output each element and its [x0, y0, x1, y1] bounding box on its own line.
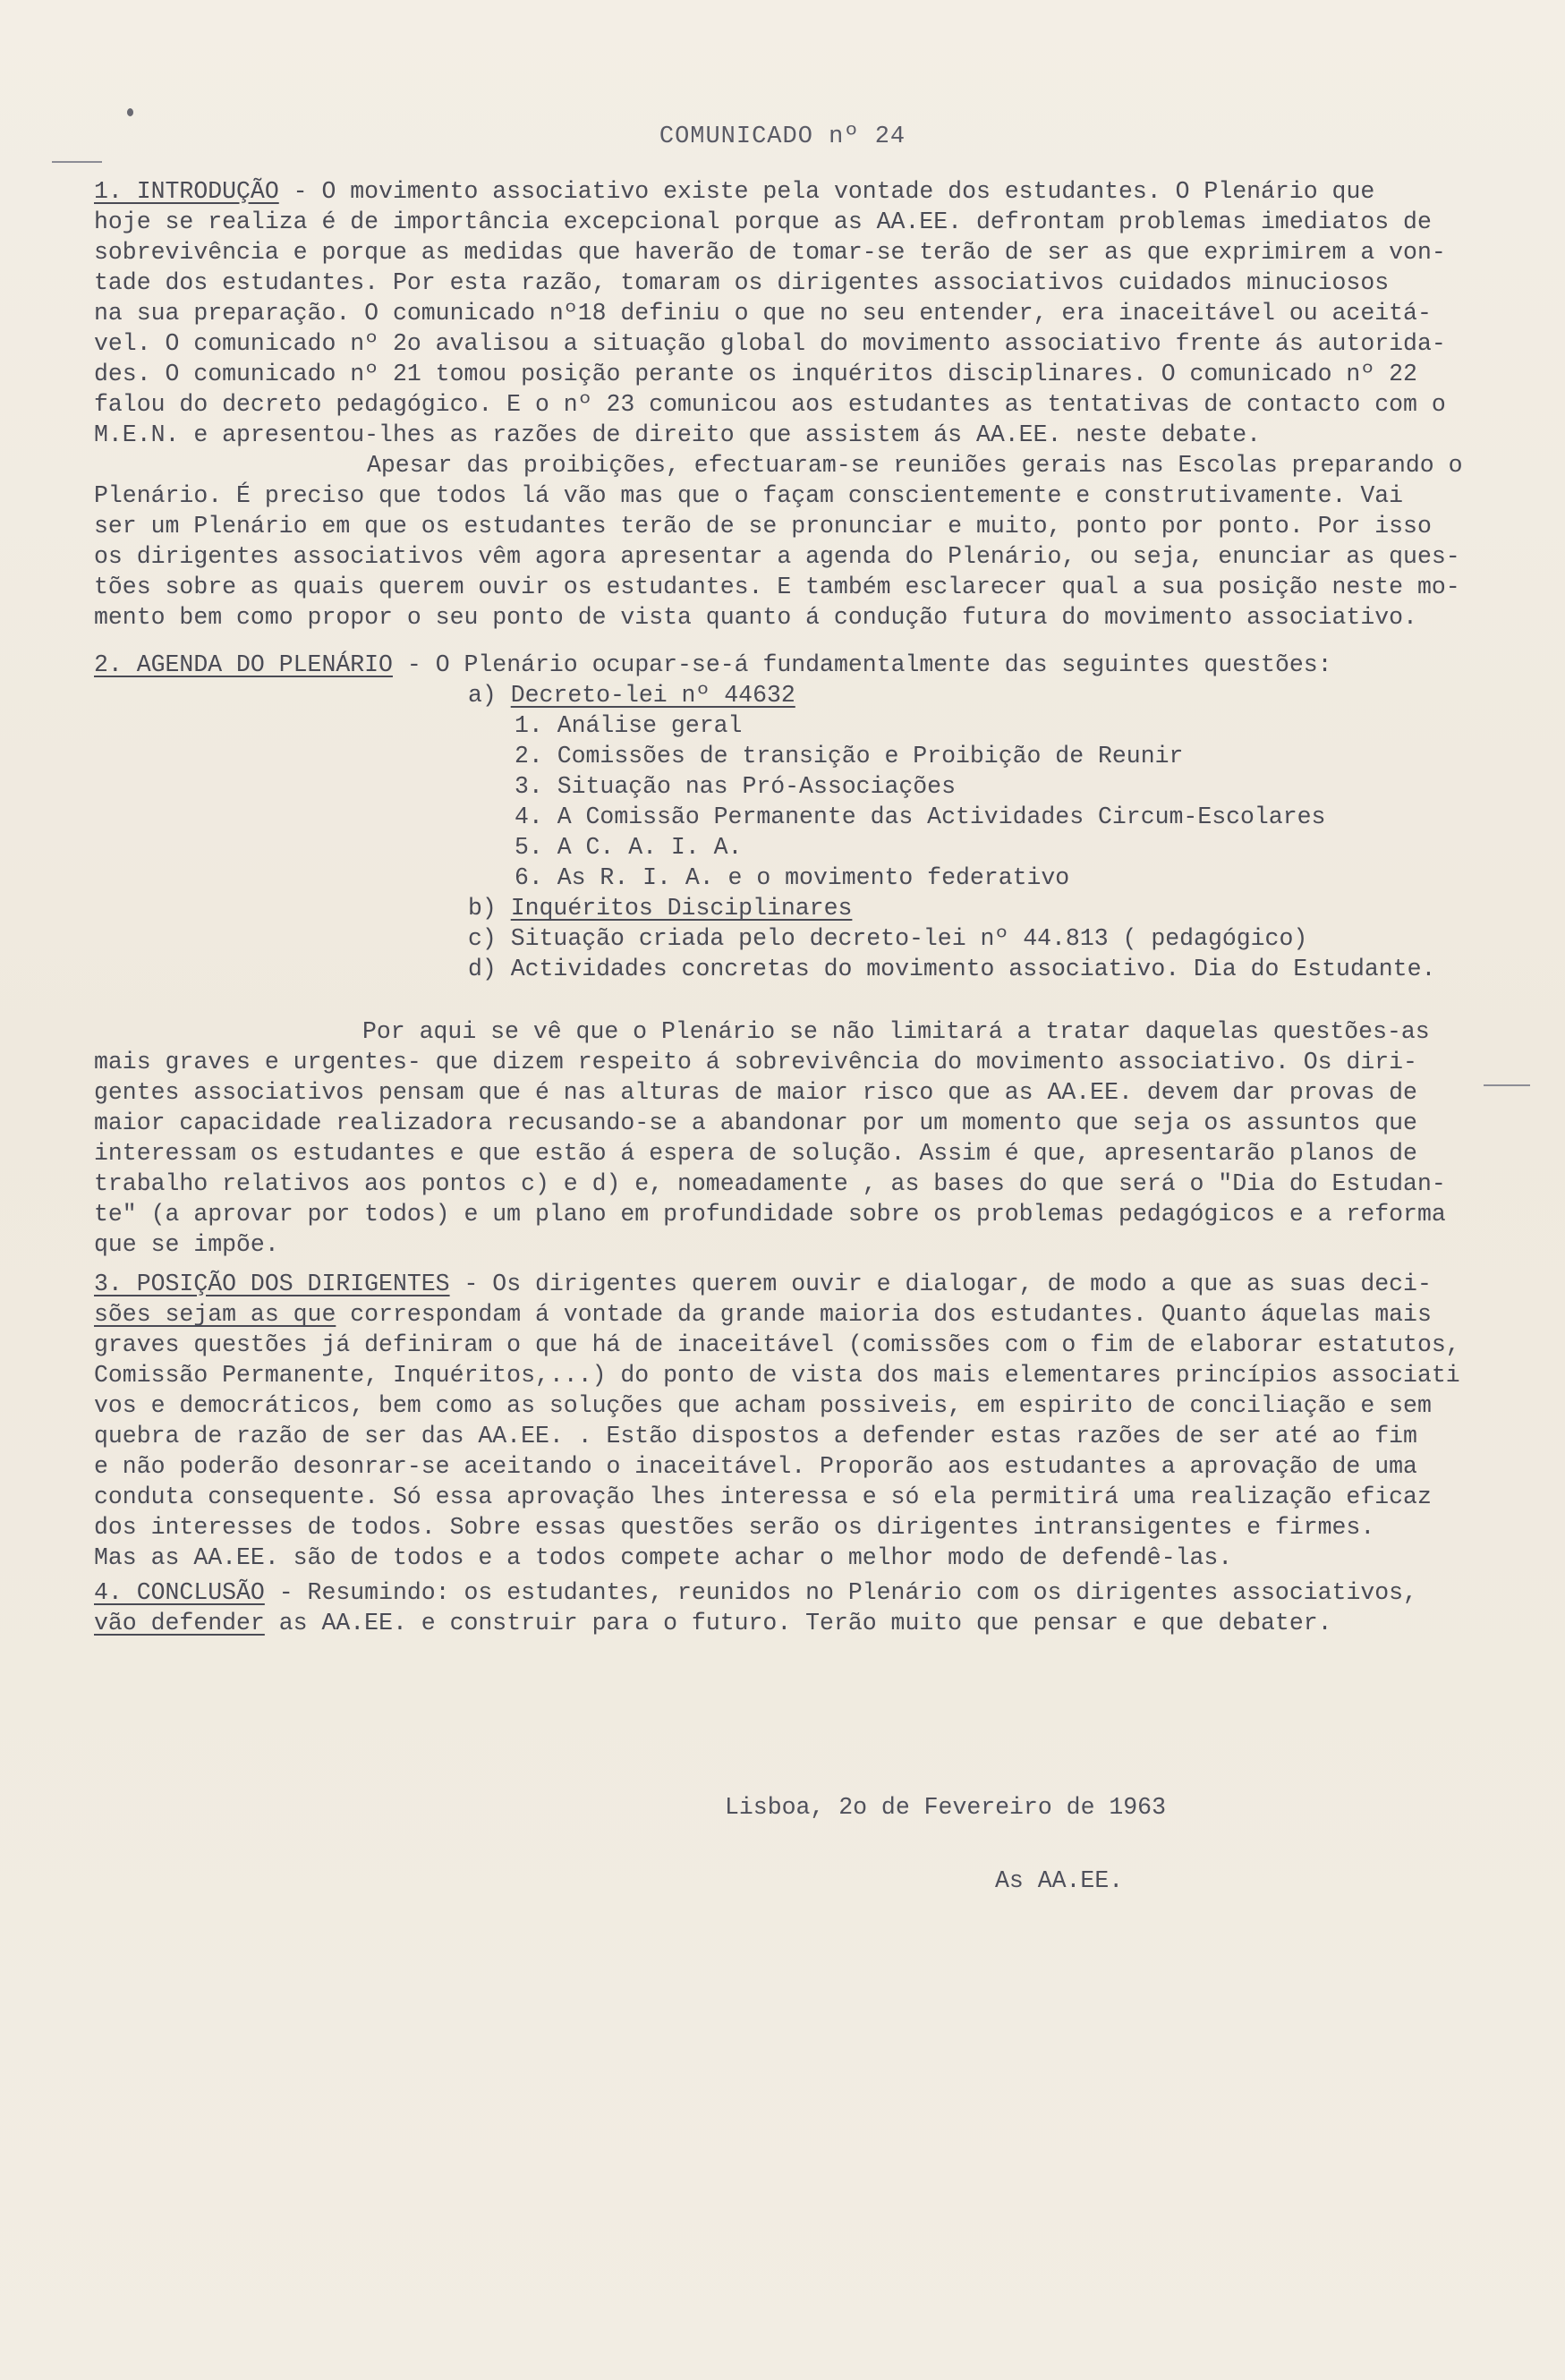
- paragraph-line: Por aqui se vê que o Plenário se não limitará a tratar daquelas questões-as: [362, 1018, 1430, 1045]
- paragraph-text: - Resumindo: os estudantes, reunidos no Plenário com os dirigentes associativos,: [264, 1579, 1417, 1606]
- margin-dash: [52, 161, 102, 163]
- section-position: 3. POSIÇÃO DOS DIRIGENTES - Os dirigentes querem ouvir e dialogar, de modo a que as suas deci- sões sejam as que correspondam á vontade da grande maioria dos estudantes. Quanto áquelas mais graves questões já definiram o que há de inaceitável (comissões com o fim de elaborar estatutos, Comissão Permanente, Inquéritos,...) do ponto de vista dos mais elementares princípios associati vos e democráticos, bem como as soluções que acham possiveis, em espirito de conciliação e sem quebra de razão de ser das AA.EE. . Estão dispostos a defender estas razões de ser até ao fim e não poderão desonrar-se aceitando o inaceitável. Proporão aos estudantes a aprovação de uma conduta consequente. Só essa aprovação lhes interessa e só ela permitirá uma realização eficaz dos interesses de todos. Sobre essas questões serão os dirigentes intransigentes e firmes. Mas as AA.EE. são de todos e a todos compete achar o melhor modo de defendê-las.: [94, 1269, 1526, 1573]
- section-heading: 3. POSIÇÃO DOS DIRIGENTES: [94, 1271, 450, 1297]
- agenda-subitem: 6. As R. I. A. e o movimento federativo: [515, 864, 1070, 891]
- agenda-item: Situação criada pelo decreto-lei nº 44.813 ( pedagógico): [510, 925, 1308, 952]
- agenda-item: d) Actividades concretas do movimento associativo. Dia do Estudante.: [468, 956, 1436, 982]
- paragraph-line: falou do decreto pedagógico. E o nº 23 comunicou aos estudantes as tentativas de contacto com o: [94, 391, 1446, 418]
- agenda-item: Inquéritos Disciplinares: [510, 895, 853, 922]
- agenda-item: Decreto-lei nº 44632: [510, 682, 795, 709]
- paragraph-line: trabalho relativos aos pontos c) e d) e, nomeadamente , as bases do que será o "Dia do Estudan-: [94, 1170, 1446, 1197]
- paragraph-line: na sua preparação. O comunicado nº18 definiu o que no seu entender, era inaceitável ou aceitá-: [94, 300, 1432, 327]
- paragraph-line: gentes associativos pensam que é nas alturas de maior risco que as AA.EE. devem dar provas de: [94, 1079, 1417, 1106]
- paragraph-line: sobrevivência e porque as medidas que haverão de tomar-se terão de ser as que exprimirem a von-: [94, 239, 1446, 266]
- paragraph-line: vos e democráticos, bem como as soluções que acham possiveis, em espirito de conciliação e sem: [94, 1392, 1432, 1419]
- place-date: Lisboa, 2o de Fevereiro de 1963: [725, 1794, 1166, 1821]
- paragraph-text: - Os dirigentes querem ouvir e dialogar, de modo a que as suas deci-: [449, 1271, 1432, 1297]
- section-agenda: 2. AGENDA DO PLENÁRIO - O Plenário ocupar-se-á fundamentalmente das seguintes questões: a) Decreto-lei nº 44632 1. Análise geral 2. Comissões de transição e Proibição de Reunir 3. Situação nas Pró-Associações 4. A Comissão Permanente das Actividades Circum-Escolares 5. A C. A. I. A. 6. As R. I. A. e o movimento federativo b) Inquéritos Disciplinares c) Situação criada pelo decreto-lei nº 44.813 ( pedagógico) d) Actividades concretas do movimento associativo. Dia do Estudante. Por aqui se vê que o Plenário se não limitará a tratar daquelas questões-as mais graves e urgentes- que dizem respeito á sobrevivência do movimento associativo. Os diri- gentes associativos pensam que é nas alturas de maior risco que as AA.EE. devem dar provas de maior capacidade realizadora recusando-se a abandonar por um momento que seja os assuntos que interessam os estudantes e que estão á espera de solução. Assim é que, apresentarão planos de trabalho relativos aos pontos c) e d) e, nomeadamente , as bases do que será o "Dia do Estudan- te" (a aprovar por todos) e um plano em profundidade sobre os problemas pedagógicos e a reforma que se impõe.: [94, 650, 1526, 1260]
- agenda-subitem: 5. A C. A. I. A.: [515, 834, 743, 861]
- paragraph-line: maior capacidade realizadora recusando-se a abandonar por um momento que seja os assuntos que: [94, 1109, 1417, 1136]
- paragraph-line: mento bem como propor o seu ponto de vista quanto á condução futura do movimento associativo.: [94, 604, 1417, 631]
- section-conclusion: 4. CONCLUSÃO - Resumindo: os estudantes, reunidos no Plenário com os dirigentes associativos, vão defender as AA.EE. e construir para o futuro. Terão muito que pensar e que debater.: [94, 1579, 1417, 1636]
- paragraph-line: conduta consequente. Só essa aprovação lhes interessa e só ela permitirá uma realização eficaz: [94, 1483, 1432, 1510]
- paragraph-line: tões sobre as quais querem ouvir os estudantes. E também esclarecer qual a sua posição neste mo-: [94, 574, 1460, 600]
- paragraph-line: te" (a aprovar por todos) e um plano em profundidade sobre os problemas pedagógicos e a reforma: [94, 1201, 1446, 1228]
- paragraph-line: M.E.N. e apresentou-lhes as razões de direito que assistem ás AA.EE. neste debate.: [94, 421, 1262, 448]
- paragraph-line: dos interesses de todos. Sobre essas questões serão os dirigentes intransigentes e firmes.: [94, 1514, 1375, 1541]
- paragraph-line: e não poderão desonrar-se aceitando o inaceitável. Proporão aos estudantes a aprovação de uma: [94, 1453, 1417, 1480]
- paragraph-line: que se impõe.: [94, 1231, 279, 1258]
- agenda-subitem: 4. A Comissão Permanente das Actividades Circum-Escolares: [515, 803, 1326, 830]
- paragraph-text: O Plenário ocupar-se-á fundamentalmente das seguintes questões:: [435, 651, 1332, 678]
- paragraph-line: hoje se realiza é de importância excepcional porque as AA.EE. defrontam problemas imediatos de: [94, 208, 1432, 235]
- signature: As AA.EE.: [995, 1867, 1124, 1894]
- paragraph-line: Comissão Permanente, Inquéritos,...) do ponto de vista dos mais elementares princípios associati: [94, 1362, 1460, 1389]
- paragraph-line: Plenário. É preciso que todos lá vão mas que o façam conscientemente e construtivamente. Vai: [94, 482, 1404, 509]
- paragraph-line: vel. O comunicado nº 2o avalisou a situação global do movimento associativo frente ás autorida-: [94, 330, 1446, 357]
- paragraph-line: Mas as AA.EE. são de todos e a todos compete achar o melhor modo de defendê-las.: [94, 1544, 1233, 1571]
- paragraph-line: des. O comunicado nº 21 tomou posição perante os inquéritos disciplinares. O comunicado nº 22: [94, 361, 1417, 387]
- paragraph-line: Apesar das proibições, efectuaram-se reuniões gerais nas Escolas preparando o: [367, 452, 1463, 479]
- agenda-subitem: 2. Comissões de transição e Proibição de Reunir: [515, 743, 1184, 769]
- paragraph-line: os dirigentes associativos vêm agora apresentar a agenda do Plenário, ou seja, enunciar as ques-: [94, 543, 1460, 570]
- section-heading: 1. INTRODUÇÃO: [94, 178, 279, 205]
- section-introduction: 1. INTRODUÇÃO - O movimento associativo existe pela vontade dos estudantes. O Plenário que hoje se realiza é de importância excepcional porque as AA.EE. defrontam problemas imediatos de sobrevivência e porque as medidas que haverão de tomar-se terão de ser as que exprimirem a von- tade dos estudantes. Por esta razão, tomaram os dirigentes associativos cuidados minuciosos na sua preparação. O comunicado nº18 definiu o que no seu entender, era inaceitável ou aceitá- vel. O comunicado nº 2o avalisou a situação global do movimento associativo frente ás autorida- des. O comunicado nº 21 tomou posição perante os inquéritos disciplinares. O comunicado nº 22 falou do decreto pedagógico. E o nº 23 comunicou aos estudantes as tentativas de contacto com o M.E.N. e apresentou-lhes as razões de direito que assistem ás AA.EE. neste debate. Apesar das proibições, efectuaram-se reuniões gerais nas Escolas preparando o Plenário. É preciso que todos lá vão mas que o façam conscientemente e construtivamente. Vai ser um Plenário em que os estudantes terão de se pronunciar e muito, ponto por ponto. Por isso os dirigentes associativos vêm agora apresentar a agenda do Plenário, ou seja, enunciar as ques- tões sobre as quais querem ouvir os estudantes. E também esclarecer qual a sua posição neste mo- mento bem como propor o seu ponto de vista quanto á condução futura do movimento associativo.: [94, 176, 1526, 633]
- paragraph-line: interessam os estudantes e que estão á espera de solução. Assim é que, apresentarão planos de: [94, 1140, 1417, 1167]
- paragraph-line: mais graves e urgentes- que dizem respeito á sobrevivência do movimento associativo. Os diri-: [94, 1049, 1417, 1075]
- section-heading: 4. CONCLUSÃO: [94, 1579, 265, 1606]
- document-title: COMUNICADO nº 24: [659, 123, 906, 150]
- agenda-subitem: 1. Análise geral: [515, 712, 743, 739]
- agenda-subitem: 3. Situação nas Pró-Associações: [515, 773, 956, 800]
- ink-mark: [127, 108, 133, 116]
- paragraph-text: O movimento associativo existe pela vontade dos estudantes. O Plenário que: [321, 178, 1375, 205]
- paragraph-line: quebra de razão de ser das AA.EE. . Estão dispostos a defender estas razões de ser até ao fim: [94, 1423, 1417, 1449]
- paragraph-line: graves questões já definiram o que há de inaceitável (comissões com o fim de elaborar estatutos,: [94, 1331, 1460, 1358]
- paragraph-line: tade dos estudantes. Por esta razão, tomaram os dirigentes associativos cuidados minuciosos: [94, 269, 1390, 296]
- section-heading: 2. AGENDA DO PLENÁRIO: [94, 651, 393, 678]
- paragraph-line: ser um Plenário em que os estudantes terão de se pronunciar e muito, ponto por ponto. Por isso: [94, 513, 1432, 540]
